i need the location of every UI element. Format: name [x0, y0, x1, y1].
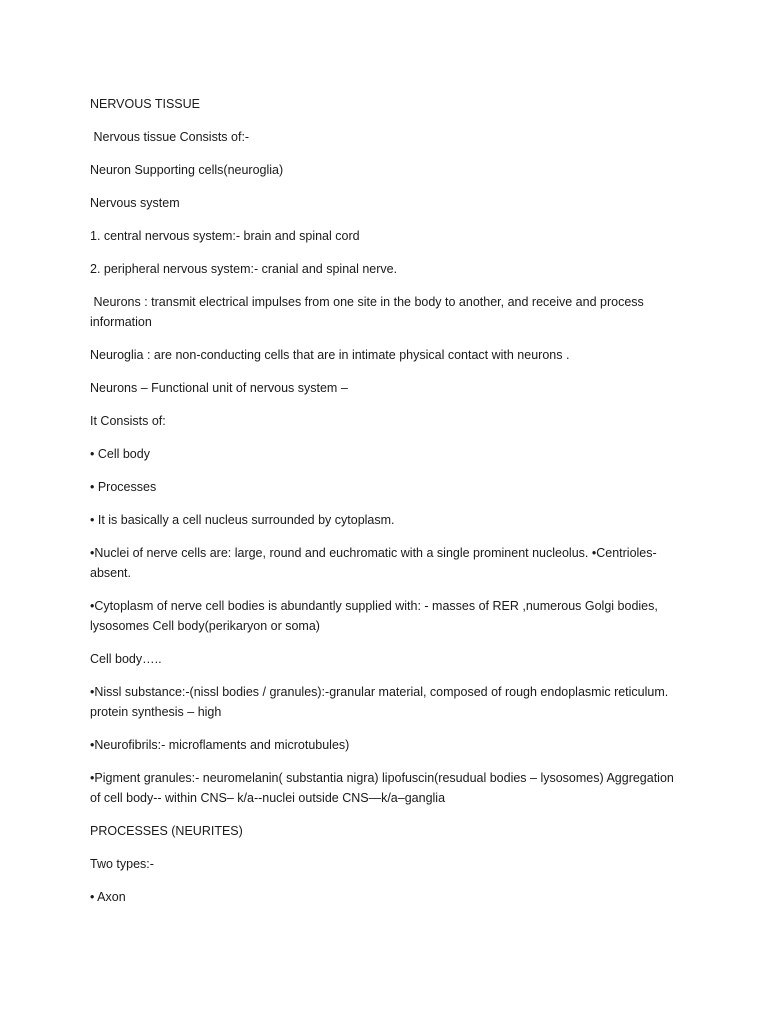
- bullet-item: • Axon: [90, 890, 126, 904]
- paragraph: Cell body…..: [90, 652, 162, 666]
- bullet-item: •Nuclei of nerve cells are: large, round and euchromatic with a single prominent nucleolus. •Centrioles- absent.: [90, 546, 661, 580]
- paragraph: 2. peripheral nervous system:- cranial and spinal nerve.: [90, 262, 398, 276]
- paragraph: Nervous system: [90, 196, 180, 210]
- bullet-item: •Pigment granules:- neuromelanin( substantia nigra) lipofuscin(resudual bodies – lysosomes) Aggregation of cell body-- within CNS– k/a--nuclei outside CNS—k/a–ganglia: [90, 771, 678, 805]
- bullet-item: • Cell body: [90, 447, 150, 461]
- paragraph: Two types:-: [90, 857, 154, 871]
- bullet-item: • It is basically a cell nucleus surrounded by cytoplasm.: [90, 513, 395, 527]
- paragraph: Neurons : transmit electrical impulses from one site in the body to another, and receive and process information: [90, 295, 648, 329]
- bullet-item: •Nissl substance:-(nissl bodies / granules):-granular material, composed of rough endoplasmic reticulum. protein synthesis – high: [90, 685, 672, 719]
- paragraph: It Consists of:: [90, 414, 166, 428]
- paragraph: 1. central nervous system:- brain and spinal cord: [90, 229, 360, 243]
- paragraph: Neuroglia : are non-conducting cells that are in intimate physical contact with neurons .: [90, 348, 570, 362]
- document-title: NERVOUS TISSUE: [90, 97, 200, 111]
- bullet-item: •Neurofibrils:- microflaments and microtubules): [90, 738, 350, 752]
- bullet-item: •Cytoplasm of nerve cell bodies is abundantly supplied with: - masses of RER ,numerous Golgi bodies, lysosomes Cell body(perikaryon or soma): [90, 599, 662, 633]
- paragraph: Neurons – Functional unit of nervous system –: [90, 381, 348, 395]
- section-heading: PROCESSES (NEURITES): [90, 824, 243, 838]
- paragraph: Nervous tissue Consists of:-: [90, 130, 250, 144]
- bullet-item: • Processes: [90, 480, 157, 494]
- paragraph: Neuron Supporting cells(neuroglia): [90, 163, 284, 177]
